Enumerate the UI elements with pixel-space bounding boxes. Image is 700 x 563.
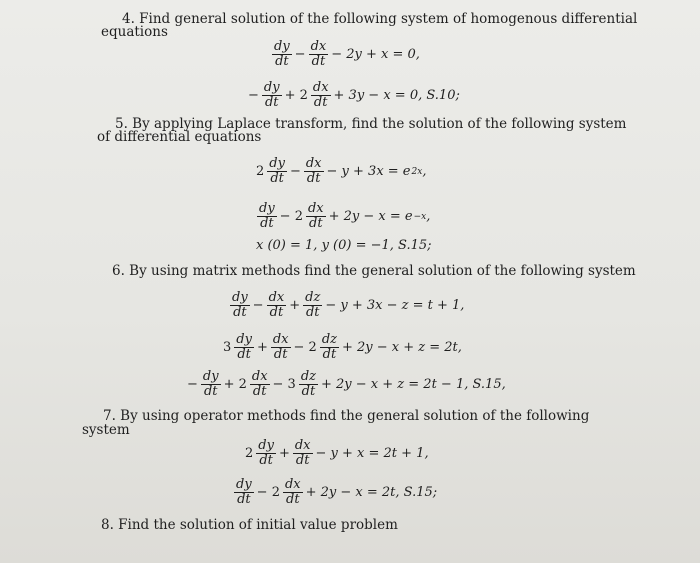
fraction: $\frac{dy}{dt}$ bbox=[232, 290, 248, 320]
fraction: $\frac{dy}{dt}$ bbox=[202, 369, 219, 399]
fraction: $\frac{dy}{dt}$ bbox=[259, 201, 275, 231]
fraction: $\frac{dx}{dt}$ bbox=[307, 201, 324, 231]
fraction: $\frac{dx}{dt}$ bbox=[294, 438, 311, 468]
problem-5-initial-conditions: x (0) = 1, y (0) = −1, S.15; bbox=[256, 238, 432, 253]
problem-5-heading: 5. By applying Laplace transform, find the solution of the following system bbox=[115, 116, 627, 132]
fraction: $\frac{dx}{dt}$ bbox=[312, 80, 329, 110]
fraction: $\frac{dy}{dt}$ bbox=[258, 438, 274, 468]
problem-5-heading-cont: of differential equations bbox=[97, 129, 262, 145]
problem-7-heading: 7. By using operator methods find the general solution of the following bbox=[103, 408, 590, 424]
problem-6-equation-2: 3 $\frac{dy}{dt}$ + $\frac{dx}{dt}$ − 2 $\frac{dz}{dt}$ + 2y − x + z = 2t, bbox=[223, 332, 462, 362]
problem-6-equation-3: − $\frac{dy}{dt}$ + 2 $\frac{dx}{dt}$ − 3 $\frac{dz}{dt}$ + 2y − x + z = 2t − 1, S.15, bbox=[187, 369, 506, 399]
fraction: $\frac{dx}{dt}$ bbox=[310, 39, 327, 69]
fraction: $\frac{dy}{dt}$ bbox=[274, 39, 290, 69]
problem-4-equation-1: $\frac{dy}{dt}$ − $\frac{dx}{dt}$ − 2y + x = 0, bbox=[274, 39, 420, 69]
fraction: $\frac{dx}{dt}$ bbox=[272, 332, 289, 362]
fraction: $\frac{dy}{dt}$ bbox=[236, 332, 252, 362]
fraction: $\frac{dy}{dt}$ bbox=[263, 80, 280, 110]
problem-6-heading: 6. By using matrix methods find the general solution of the following system bbox=[112, 263, 636, 279]
problem-7-equation-2: $\frac{dy}{dt}$ − 2 $\frac{dx}{dt}$ + 2y − x = 2t, S.15; bbox=[236, 477, 438, 507]
fraction: $\frac{dx}{dt}$ bbox=[268, 290, 285, 320]
fraction: $\frac{dz}{dt}$ bbox=[305, 290, 321, 320]
problem-4-equation-2: − $\frac{dy}{dt}$ + 2 $\frac{dx}{dt}$ + 3y − x = 0, S.10; bbox=[248, 80, 460, 110]
problem-4-heading: 4. Find general solution of the following system of homogenous differential bbox=[122, 11, 638, 27]
problem-5-equation-1: 2 $\frac{dy}{dt}$ − $\frac{dx}{dt}$ − y + 3x = e 2x , bbox=[256, 156, 427, 186]
problem-5-equation-2: $\frac{dy}{dt}$ − 2 $\frac{dx}{dt}$ + 2y − x = e −x , bbox=[259, 201, 431, 231]
problem-7-equation-1: 2 $\frac{dy}{dt}$ + $\frac{dx}{dt}$ − y + x = 2t + 1, bbox=[245, 438, 429, 468]
fraction: $\frac{dz}{dt}$ bbox=[300, 369, 316, 399]
problem-4-heading-cont: equations bbox=[101, 24, 168, 40]
problem-7-heading-cont: system bbox=[82, 422, 130, 438]
exponent: −x bbox=[413, 211, 427, 222]
fraction: $\frac{dx}{dt}$ bbox=[305, 156, 322, 186]
fraction: $\frac{dy}{dt}$ bbox=[269, 156, 285, 186]
exponent: 2x bbox=[411, 166, 423, 177]
problem-8-heading: 8. Find the solution of initial value problem bbox=[101, 517, 398, 533]
fraction: $\frac{dz}{dt}$ bbox=[321, 332, 337, 362]
fraction: $\frac{dx}{dt}$ bbox=[284, 477, 301, 507]
fraction: $\frac{dx}{dt}$ bbox=[251, 369, 268, 399]
fraction: $\frac{dy}{dt}$ bbox=[236, 477, 252, 507]
problem-6-equation-1: $\frac{dy}{dt}$ − $\frac{dx}{dt}$ + $\frac{dz}{dt}$ − y + 3x − z = t + 1, bbox=[232, 290, 465, 320]
